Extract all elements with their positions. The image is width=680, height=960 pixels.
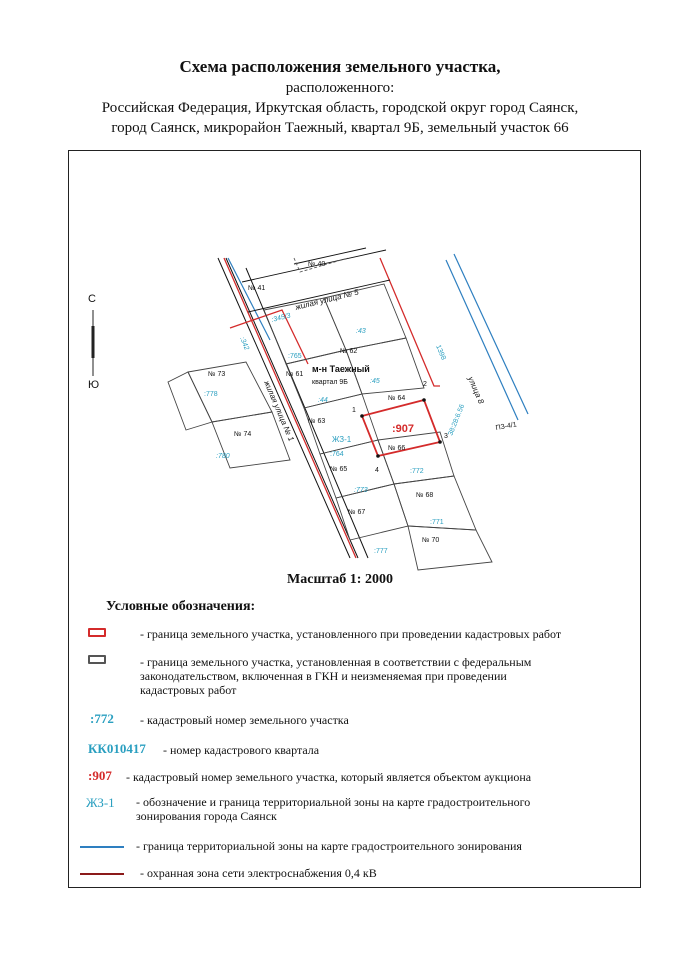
legend-code-772-text: - кадастровый номер земельного участка — [140, 713, 349, 727]
street-8-label: улица 8 — [466, 375, 486, 406]
legend-title: Условные обозначения: — [106, 599, 256, 614]
legend-red-box-icon — [88, 628, 106, 637]
street-1-label: жилая улица № 1 — [262, 379, 296, 443]
lot-label: № 68 — [416, 492, 434, 499]
title-line-1: Схема расположения земельного участка, — [179, 57, 501, 76]
legend-red-box-text: - граница земельного участка, установленного при проведении кадастровых работ — [140, 627, 562, 641]
lot-label: № 40 — [308, 261, 326, 268]
lot-label: № 73 — [208, 371, 226, 378]
lot-label: 1398 — [434, 344, 447, 362]
zone-boundary-line — [454, 254, 528, 414]
point-4 — [376, 454, 380, 458]
cadastral-lots — [168, 284, 492, 570]
lot-73 — [188, 362, 272, 422]
legend-quarter-text: - номер кадастрового квартала — [163, 743, 320, 757]
legend-code-772: :772 — [90, 711, 114, 726]
lot-label: № 74 — [234, 431, 252, 438]
street-1-lines — [218, 258, 368, 558]
legend-red-line-text: - охранная зона сети электроснабжения 0,4 кВ — [140, 866, 377, 880]
zone-zh-label: ЖЗ-1 — [332, 435, 352, 444]
district-label: м-н Таежный — [312, 364, 370, 374]
legend-red-line-icon — [80, 873, 124, 875]
map-canvas — [68, 150, 641, 580]
zone-pz-label: ПЗ-4/1 — [495, 421, 518, 432]
legend-code-907: :907 — [88, 768, 112, 783]
title-line-2: расположенного: — [285, 80, 395, 96]
point-1 — [360, 414, 364, 418]
lot-label: № 63 — [308, 418, 326, 425]
lot-label: № 62 — [340, 348, 358, 355]
lot-label: :345/3 — [270, 312, 292, 324]
lot-label: № 61 — [286, 371, 304, 378]
point-2 — [422, 398, 426, 402]
legend-blue-line-icon — [80, 846, 124, 848]
legend-code-907-text: - кадастровый номер земельного участка, который является объектом аукциона — [126, 770, 532, 784]
legend-gray-box-icon — [88, 655, 106, 664]
target-code-label: :907 — [392, 423, 415, 435]
lot-label: :780 — [216, 453, 230, 460]
lot-label: :777 — [374, 548, 388, 555]
lot-label: :771 — [430, 519, 444, 526]
point-4-label: 4 — [375, 467, 379, 474]
lot-label: № 70 — [422, 537, 440, 544]
lot-70 — [408, 526, 492, 570]
lot-68-upper — [378, 432, 454, 484]
compass-south-label: Ю — [88, 379, 100, 391]
lot-label: № 67 — [348, 509, 366, 516]
lot-label: :765 — [288, 353, 302, 360]
lot-label: № 64 — [388, 395, 406, 402]
title-line-3: Российская Федерация, Иркутская область, городской округ город Саянск, — [101, 100, 579, 116]
lot-label: № 66 — [388, 445, 406, 452]
legend-blue-line-text: - граница территориальной зоны на карте градостроительного зонирования — [136, 839, 522, 853]
title-block — [0, 56, 680, 138]
lot-label: :773 — [354, 487, 368, 494]
scale-label: Масштаб 1: 2000 — [287, 572, 393, 587]
lot-label: 38:28:6.56 — [447, 403, 467, 437]
compass-north-label: С — [88, 293, 96, 305]
point-3 — [438, 440, 442, 444]
lot-label: :44 — [318, 397, 328, 404]
lot-label: :772 — [410, 468, 424, 475]
point-1-label: 1 — [352, 407, 356, 414]
lot-label: :43 — [356, 328, 366, 335]
lot-label: № 41 — [248, 285, 266, 292]
legend-zone-code: ЖЗ-1 — [86, 795, 115, 810]
legend-gray-box-text: - граница земельного участка, установленная в соответствии с федеральным законодательством, включенная в ГКН и неизменяемая при проведении кадастровых работ — [140, 655, 532, 697]
lot-778 — [168, 372, 212, 430]
lot-label: :764 — [330, 451, 344, 458]
street-5-label: жилая улица № 5 — [294, 287, 360, 312]
lot-label: :342 — [238, 336, 250, 352]
title-line-4: город Саянск, микрорайон Таежный, квартал 9Б, земельный участок 66 — [111, 120, 569, 136]
lot-label: :778 — [204, 391, 218, 398]
legend-zone-text: - обозначение и граница территориальной зоны на карте градостроительного зонирования города Саянск — [136, 795, 531, 823]
point-2-label: 2 — [423, 381, 427, 388]
point-3-label: 3 — [444, 433, 448, 440]
lot-label: :45 — [370, 378, 380, 385]
legend-quarter-code: КК010417 — [88, 741, 146, 756]
lot-label: № 65 — [330, 466, 348, 473]
quarter-label: квартал 9Б — [312, 379, 348, 386]
